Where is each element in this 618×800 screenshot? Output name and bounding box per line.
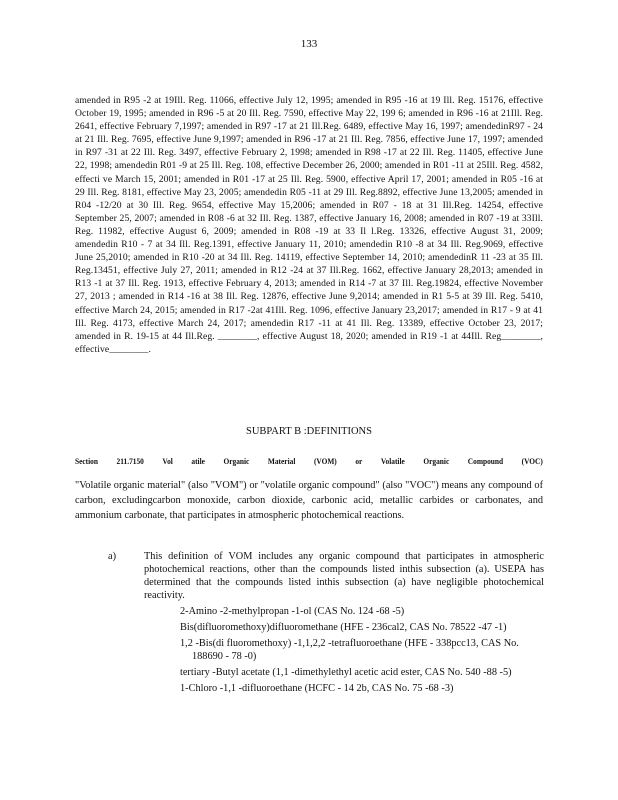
compound-list: [180, 605, 540, 699]
section-heading-word: (VOC): [521, 456, 543, 467]
section-heading-word: or: [355, 456, 363, 467]
compound-item: 2-Amino -2-methylpropan -1-ol (CAS No. 124 -68 -5): [180, 606, 405, 617]
section-heading-word: Vol: [162, 456, 173, 467]
subpart-heading: SUBPART B :DEFINITIONS: [246, 426, 372, 437]
section-heading-word: (VOM): [313, 456, 337, 467]
page-number: 133: [300, 38, 318, 50]
amendment-history: amended in R95 -2 at 19Ill. Reg. 11066, effective July 12, 1995; amended in R95 -16 at 19 Ill. Reg. 15176, effective October 19, 1995; amended in R96 -5 at 20 Ill. Reg. 7590, effective May 22, 199 6; amended in R96 -16 at 21Ill. Reg. 2641, effective February 7,1997; amended in R97 -17 at 21 Ill.Reg. 6489, effective May 16, 1997; amendedinR97 - 24 at 21 Ill. Reg. 7695, effective June 9,1997; amended in R96 -17 at 21 Ill. Reg. 7856, effective June 17, 1997; amended in R97 -31 at 22 Ill. Reg. 3497, effective February 2, 1998; amended in R98 -17 at 22 Ill. Reg. 11405, effective June 22, 1998; amendedin R01 -9 at 25 Ill. Reg. 108, effective December 26, 2000; amended in R01 -11 at 25Ill. Reg. 4582, effecti ve March 15, 2001; amended in R01 -17 at 25 Ill. Reg. 5900, effective April 17, 2001; amended in R05 -16 at 29 Ill. Reg. 8181, effective May 23, 2005; amendedin R05 -11 at 29 Ill. Reg.8892, effective June 13,2005; amended in R04 -12/20 at 30 Ill. Reg. 9654, effective May 15,2006; amended in R07 - 18 at 31 Ill.Reg. 14254, effective September 25, 2007; amended in R08 -6 at 32 Ill. Reg. 1387, effective January 16, 2008; amended in R07 -19 at 33Ill. Reg. 11982, effective August 6, 2009; amended in R08 -19 at 33 Il l.Reg. 13326, effective August 31, 2009; amendedin R10 - 7 at 34 Ill. Reg.1391, effective January 11, 2010; amendedin R10 -8 at 34 Ill. Reg.9069, effective June 25,2010; amended in R10 -20 at 34 Ill. Reg. 14119, effective September 14, 2010; amendedinR 11 -23 at 35 Ill. Reg.13451, effective July 27, 2011; amended in R12 -24 at 37 Ill.Reg. 1662, effective January 28,2013; amended in R13 -1 at 37 Ill. Reg. 1913, effective February 4, 2013; amended in R14 -7 at 37 Ill. Reg.19824, effective November 27, 2013 ; amended in R14 -16 at 38 Ill. Reg. 12876, effective June 9,2014; amended in R1 5-5 at 39 Ill. Reg. 5410, effective March 24, 2015; amended in R17 -2at 41Ill. Reg. 1096, effective January 23,2017; amended in R17 - 9 at 41 Ill. Reg. 4173, effective March 24, 2017; amendedin R17 -11 at 41 Ill. Reg. 13389, effective October 23, 2017; amended in R. 19-15 at 44 Ill.Reg. ________, effective August 18, 2020; amended in R19 -1 at 44Ill. Reg________, effective________.: [75, 95, 543, 355]
definition-paragraph: "Volatile organic material" (also "VOM") or "volatile organic compound" (also "VOC") means any compound of carbon, excludingcarbon monoxide, carbon dioxide, carbonic acid, metallic carbides or carbonates, and ammonium carbonate, that participates in atmospheric photochemical reactions.: [75, 480, 543, 522]
section-heading-word: Organic: [423, 456, 450, 467]
section-heading-word: Section: [75, 456, 98, 467]
compound-item: 1,2 -Bis(di fluoromethoxy) -1,1,2,2 -tetrafluoroethane (HFE - 338pcc13, CAS No. 188690 - 78 -0): [180, 638, 519, 663]
compound-item: 1-Chloro -1,1 -difluoroethane (HCFC - 14 2b, CAS No. 75 -68 -3): [180, 683, 454, 695]
compound-item: tertiary -Butyl acetate (1,1 -dimethylethyl acetic acid ester, CAS No. 540 -88 -5): [180, 667, 512, 679]
section-heading-word: Volatile: [380, 456, 405, 467]
compound-item: Bis(difluoromethoxy)difluoromethane (HFE - 236cal2, CAS No. 78522 -47 -1): [180, 622, 507, 634]
section-heading: [75, 456, 543, 466]
section-heading-word: atile: [191, 456, 205, 467]
subsection-label: a): [108, 551, 116, 562]
section-heading-word: 211.7150: [116, 456, 144, 467]
section-heading-word: Compound: [467, 456, 504, 467]
section-heading-word: Organic: [223, 456, 250, 467]
subsection-text: This definition of VOM includes any organic compound that participates in atmospheric photochemical reactions, other than the compounds listed inthis subsection (a). USEPA has determined that the compounds listed inthis subsection (a) have negligible photochemical reactivity.: [144, 551, 544, 602]
section-heading-word: Material: [267, 456, 296, 467]
